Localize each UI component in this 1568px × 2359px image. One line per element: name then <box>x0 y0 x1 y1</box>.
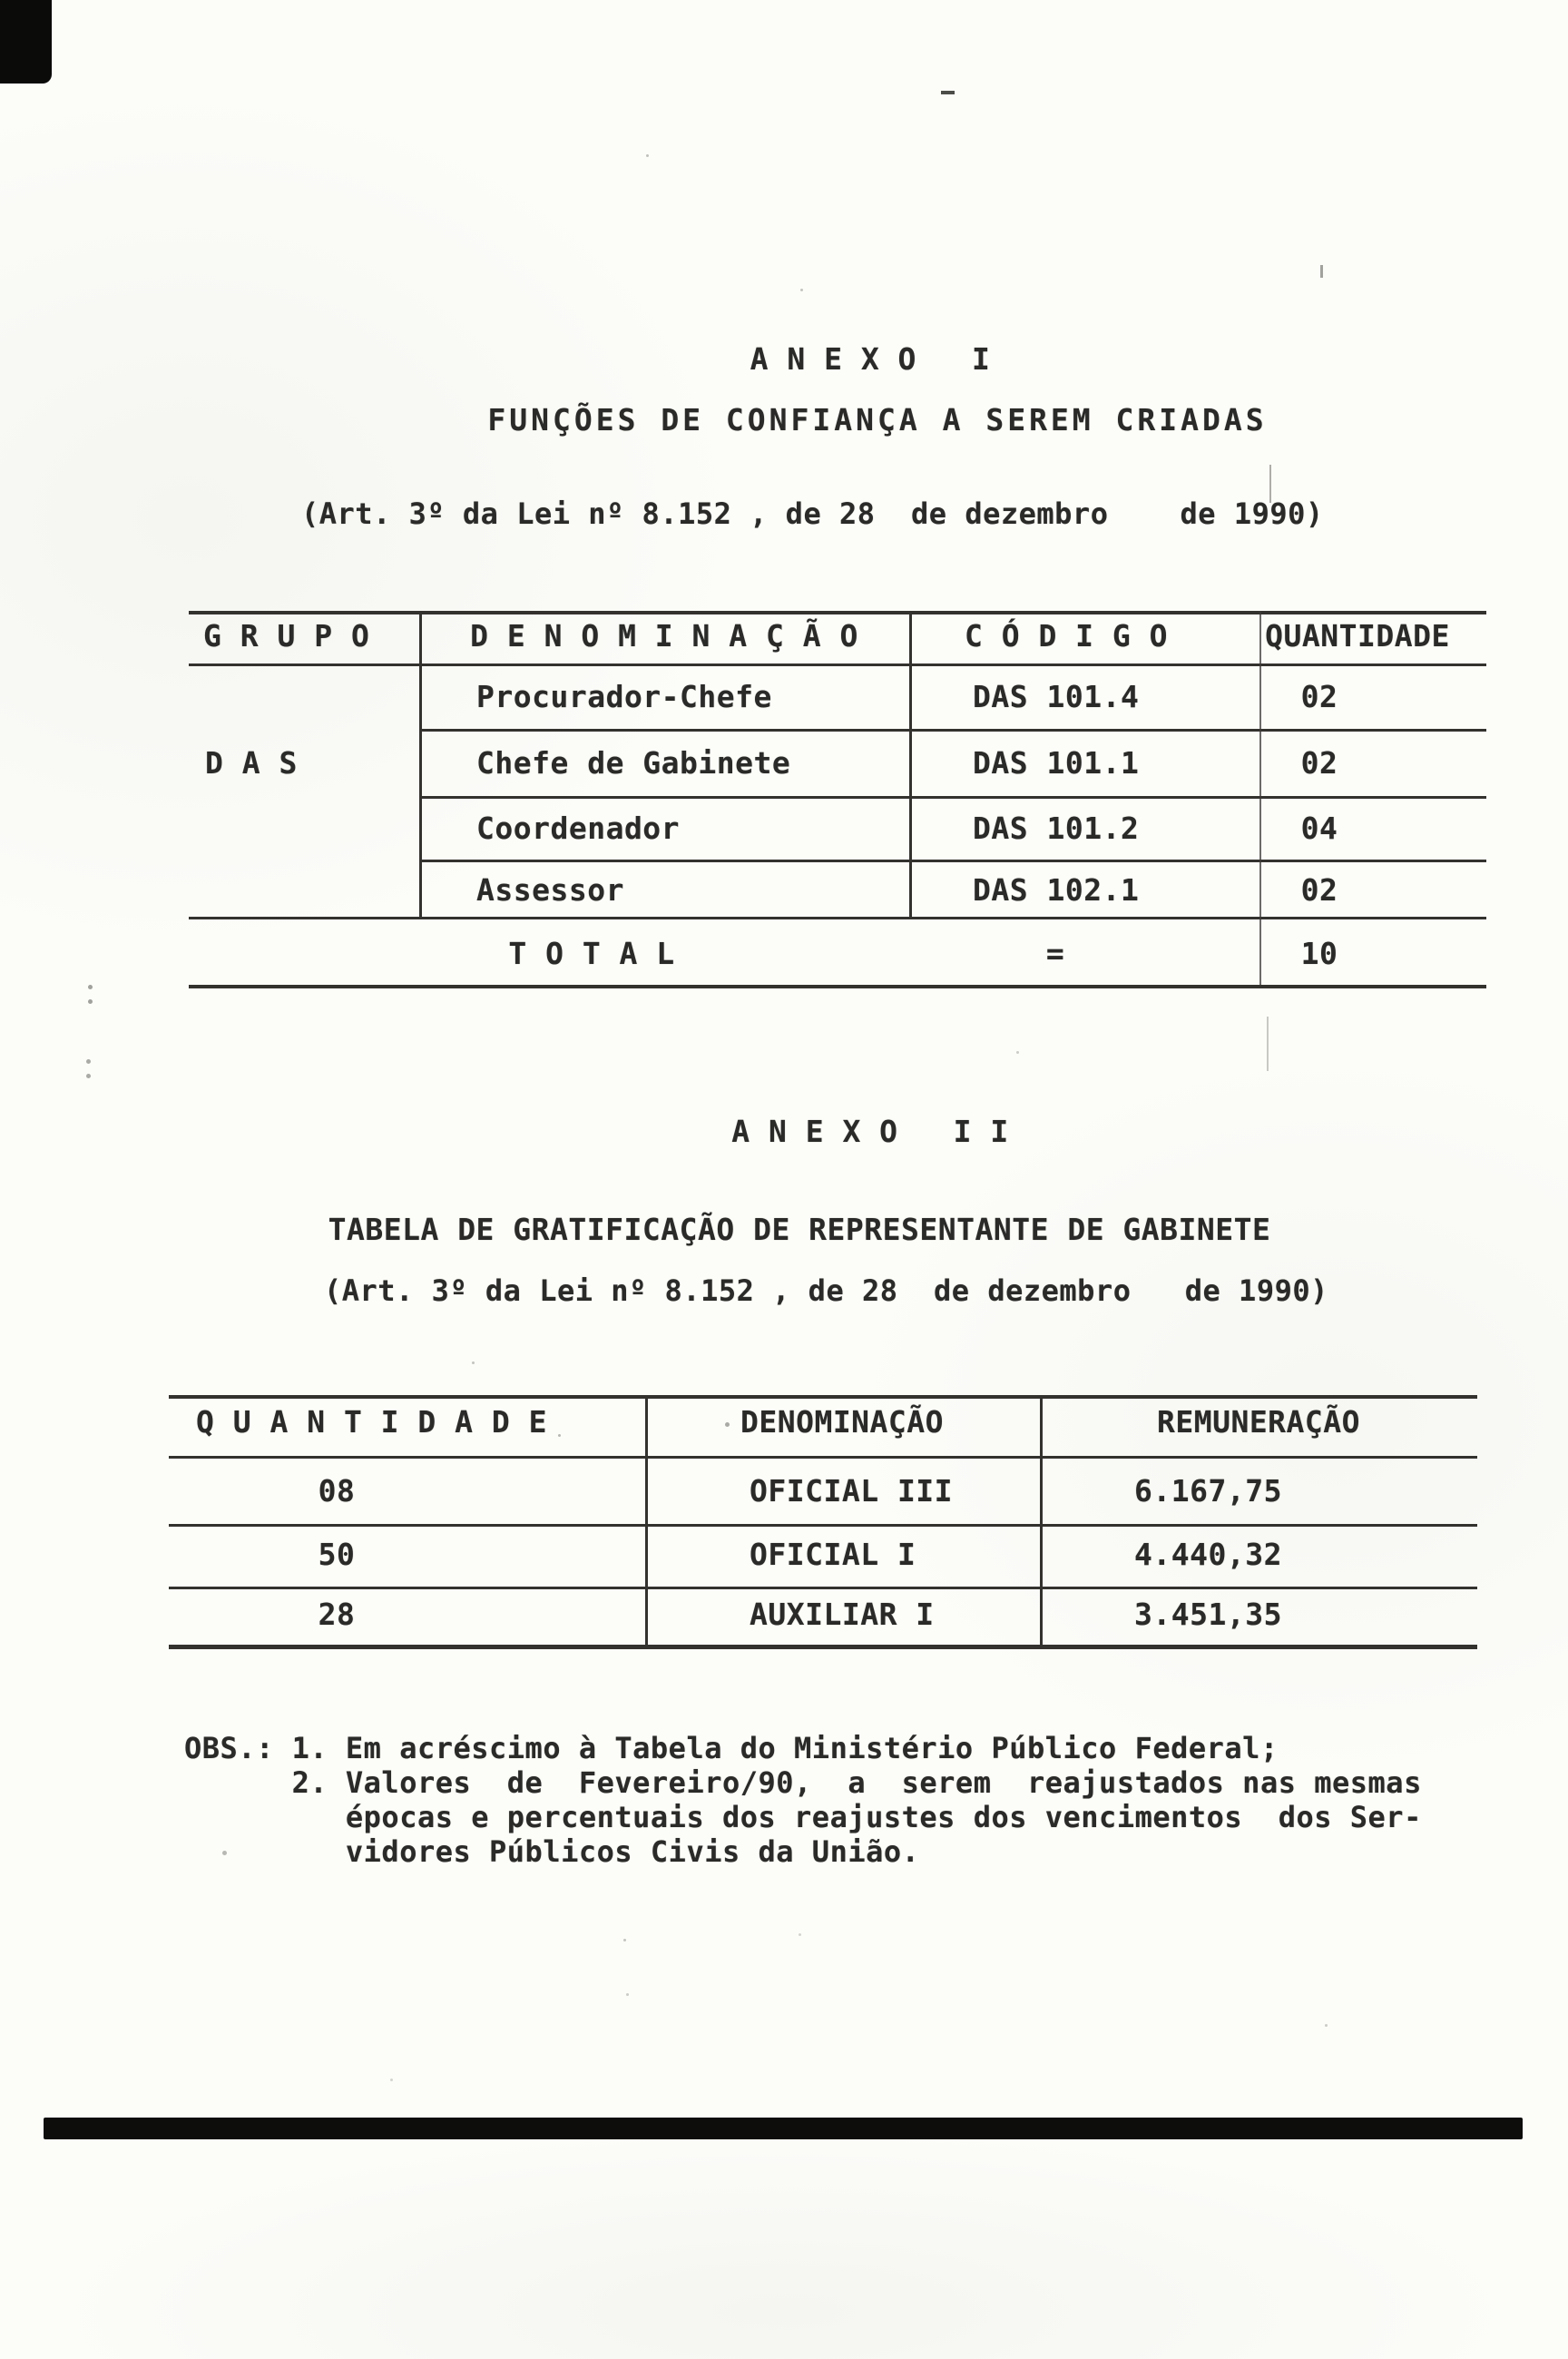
anexo2-law-reference: (Art. 3º da Lei nº 8.152 , de 28 de dezembro de 1990) <box>324 1273 1328 1308</box>
anexo2-title: A N E X O I I <box>731 1114 1009 1149</box>
anexo1-law-reference: (Art. 3º da Lei nº 8.152 , de 28 de dezembro de 1990) <box>301 496 1324 531</box>
cell-remuneracao-3: 3.451,35 <box>1134 1597 1282 1632</box>
anexo1-table <box>189 611 1486 988</box>
denominacao-column-header: DENOMINAÇÃO <box>740 1404 945 1440</box>
column-divider <box>419 611 422 917</box>
column-divider <box>909 611 912 917</box>
grupo-column-header: G R U P O <box>203 618 370 654</box>
column-divider <box>645 1395 648 1645</box>
cell-quantidade-2: 02 <box>1300 745 1338 781</box>
cell-quantidade-1: 08 <box>318 1473 356 1509</box>
anexo1-title: A N E X O I <box>750 341 991 377</box>
cell-quantidade-3: 04 <box>1300 811 1338 846</box>
total-value: 10 <box>1300 936 1338 971</box>
cell-denominacao-1: OFICIAL III <box>750 1473 954 1509</box>
table-rule <box>169 1456 1477 1459</box>
cell-codigo-2: DAS 101.1 <box>973 745 1140 781</box>
remuneracao-column-header: REMUNERAÇÃO <box>1156 1404 1361 1440</box>
cell-quantidade-3: 28 <box>318 1597 356 1632</box>
cell-denominacao-2: OFICIAL I <box>750 1537 916 1572</box>
scan-mark <box>1267 1017 1269 1071</box>
scan-artifact-footer-bar <box>44 2118 1523 2139</box>
scan-mark <box>1320 265 1323 278</box>
table-rule <box>419 860 1486 862</box>
anexo2-subtitle: TABELA DE GRATIFICAÇÃO DE REPRESENTANTE DE GABINETE <box>328 1212 1271 1247</box>
table-rule <box>169 1395 1477 1399</box>
cell-denominacao-1: Procurador-Chefe <box>476 679 772 714</box>
anexo2-table <box>169 1395 1477 1649</box>
observation-line-3: épocas e percentuais dos reajustes dos vencimentos dos Ser- <box>184 1800 1422 1834</box>
scan-artifact-corner-blot <box>0 0 52 84</box>
observation-line-1: OBS.: 1. Em acréscimo à Tabela do Ministério Público Federal; <box>184 1731 1279 1765</box>
quantidade-column-header: Q U A N T I D A D E <box>196 1404 547 1440</box>
total-equals-sign: = <box>1045 936 1065 971</box>
column-divider <box>1259 611 1261 985</box>
cell-denominacao-2: Chefe de Gabinete <box>476 745 791 781</box>
quantidade-column-header: QUANTIDADE <box>1265 618 1450 654</box>
cell-codigo-1: DAS 101.4 <box>973 679 1140 714</box>
group-label-das: D A S <box>205 745 298 781</box>
cell-denominacao-3: Coordenador <box>476 811 681 846</box>
cell-quantidade-4: 02 <box>1300 872 1338 908</box>
denominacao-column-header: D E N O M I N A Ç Ã O <box>470 618 858 654</box>
observation-line-2: 2. Valores de Fevereiro/90, a serem reajustados nas mesmas <box>184 1765 1422 1800</box>
table-rule <box>169 1524 1477 1527</box>
table-rule <box>419 796 1486 799</box>
table-rule <box>189 985 1486 988</box>
cell-denominacao-4: Assessor <box>476 872 624 908</box>
cell-codigo-3: DAS 101.2 <box>973 811 1140 846</box>
scan-mark <box>941 91 955 94</box>
table-rule <box>189 611 1486 614</box>
codigo-column-header: C Ó D I G O <box>964 618 1169 654</box>
scan-speckles <box>0 0 3 3</box>
cell-codigo-4: DAS 102.1 <box>973 872 1140 908</box>
observation-line-4: vidores Públicos Civis da União. <box>184 1834 920 1869</box>
column-divider <box>1040 1395 1043 1645</box>
total-label: T O T A L <box>508 936 675 971</box>
table-rule <box>169 1645 1477 1649</box>
cell-remuneracao-2: 4.440,32 <box>1134 1537 1282 1572</box>
observations-block <box>184 1731 1422 1869</box>
cell-quantidade-1: 02 <box>1300 679 1338 714</box>
cell-quantidade-2: 50 <box>318 1537 356 1572</box>
table-rule <box>169 1587 1477 1589</box>
cell-denominacao-3: AUXILIAR I <box>750 1597 935 1632</box>
table-rule <box>189 917 1486 919</box>
table-rule <box>419 729 1486 732</box>
cell-remuneracao-1: 6.167,75 <box>1134 1473 1282 1509</box>
table-rule <box>189 663 1486 666</box>
anexo1-subtitle: FUNÇÕES DE CONFIANÇA A SEREM CRIADAS <box>487 402 1268 437</box>
